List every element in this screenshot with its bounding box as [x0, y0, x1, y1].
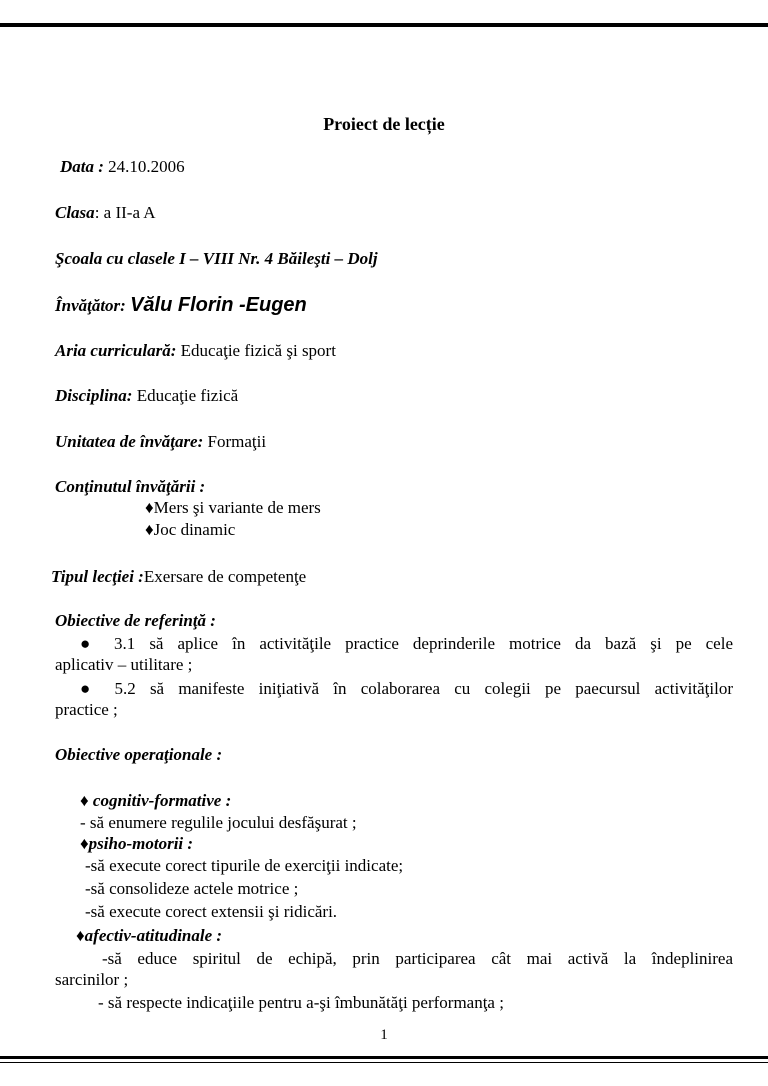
learning-unit-line	[55, 432, 266, 452]
discipline-value: Educaţie fizică	[132, 386, 239, 405]
lesson-type-value: Exersare de competenţe	[143, 567, 307, 586]
affective-label: ♦afectiv-atitudinale :	[76, 926, 223, 945]
discipline-line	[55, 386, 238, 406]
content-item: ♦Mers şi variante de mers	[145, 498, 321, 517]
lesson-type-label: Tipul lecţiei :	[51, 567, 144, 586]
reference-objective-item: ● 5.2 să manifeste iniţiativă în colaborarea cu colegii pe paecursul activităţilor	[80, 679, 733, 698]
document-title: Proiect de lecție	[323, 114, 445, 134]
operational-objectives-label: Obiective operaţionale :	[55, 745, 223, 764]
reference-objectives-label: Obiective de referinţă :	[55, 611, 216, 630]
discipline-label: Disciplina:	[55, 386, 133, 405]
curricular-area-value: Educaţie fizică şi sport	[176, 341, 336, 360]
curricular-area-line	[55, 341, 336, 361]
page-number: 1	[380, 1027, 388, 1043]
learning-unit-value: Formaţii	[203, 432, 267, 451]
bottom-rule-thin	[0, 1062, 768, 1063]
psychomotor-item: -să consolideze actele motrice ;	[85, 879, 299, 898]
teacher-label: Învăţător:	[55, 296, 126, 315]
class-label: Clasa	[55, 203, 95, 222]
reference-objective-item-cont: aplicativ – utilitare ;	[55, 655, 193, 674]
top-rule	[0, 23, 768, 27]
reference-objective-item: ● 3.1 să aplice în activităţile practice deprinderile motrice da bază şi pe cele	[80, 634, 733, 653]
date-value: 24.10.2006	[103, 157, 185, 176]
cognitive-label: ♦ cognitiv-formative :	[80, 791, 232, 810]
psychomotor-item: -să execute corect extensii şi ridicări.	[85, 902, 338, 921]
affective-item-cont: sarcinilor ;	[55, 970, 129, 989]
date-line	[60, 157, 185, 177]
affective-item: - să respecte indicaţiile pentru a-şi îmbunătăţi performanţa ;	[98, 993, 504, 1012]
lesson-type-line	[51, 567, 306, 587]
cognitive-item: - să enumere regulile jocului desfăşurat ;	[80, 813, 357, 832]
class-line	[55, 203, 156, 223]
reference-objective-item-cont: practice ;	[55, 700, 118, 719]
class-value: : a II-a A	[94, 203, 156, 222]
teacher-name: Vălu Florin -Eugen	[130, 294, 307, 316]
psychomotor-item: -să execute corect tipurile de exerciţii indicate;	[85, 856, 404, 875]
psychomotor-label: ♦psiho-motorii :	[80, 834, 194, 853]
teacher-line	[55, 293, 307, 318]
learning-unit-label: Unitatea de învăţare:	[55, 432, 204, 451]
bottom-rule	[0, 1056, 768, 1059]
curricular-area-label: Aria curriculară:	[55, 341, 177, 360]
date-label: Data :	[60, 157, 104, 176]
affective-item: -să educe spiritul de echipă, prin participarea cât mai activă la îndeplinirea	[102, 949, 733, 968]
school-line: Şcoala cu clasele I – VIII Nr. 4 Băileşti – Dolj	[55, 249, 378, 268]
content-item: ♦Joc dinamic	[145, 520, 236, 539]
content-label: Conţinutul învăţării :	[55, 477, 206, 496]
